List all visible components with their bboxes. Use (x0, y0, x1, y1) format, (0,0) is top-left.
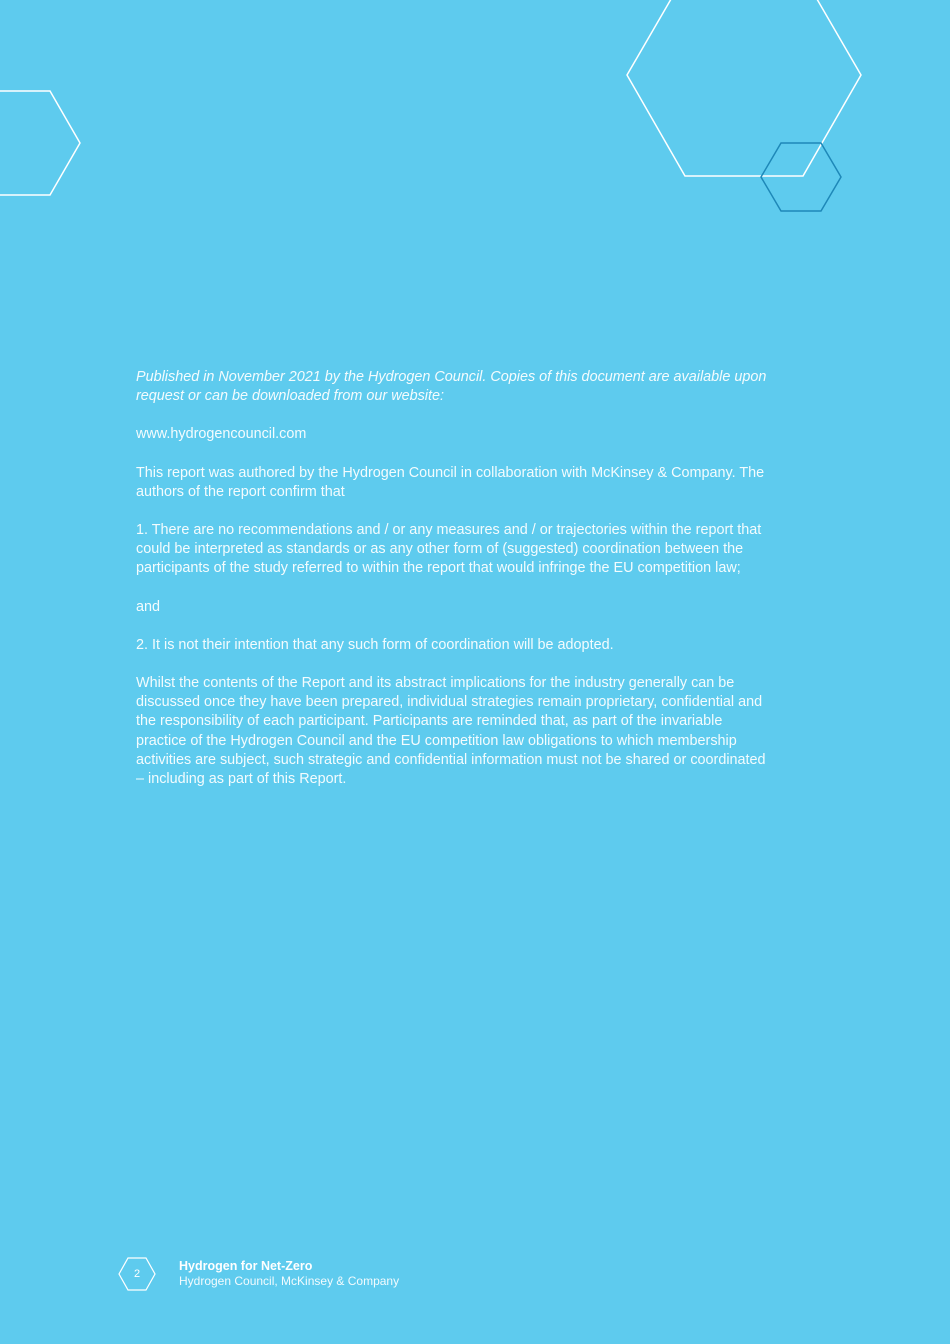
decorative-hexagons (0, 0, 950, 260)
confirmation-point-2: 2. It is not their intention that any such form of coordination will be adopted. (136, 636, 614, 653)
large-hexagon-icon (627, 0, 861, 176)
authorship-statement: This report was authored by the Hydrogen Council in collaboration with McKinsey & Company. The authors of the report confirm that (136, 464, 765, 500)
report-authors: Hydrogen Council, McKinsey & Company (179, 1274, 400, 1288)
website-link[interactable]: www.hydrogencouncil.com (136, 426, 307, 443)
publication-note: Published in November 2021 by the Hydrogen Council. Copies of this document are available upon request or can be downloaded from our website: (136, 369, 767, 405)
left-hexagon-icon (0, 91, 80, 195)
small-hexagon-icon (761, 143, 841, 211)
footer-text (179, 1259, 399, 1289)
confidentiality-disclaimer: Whilst the contents of the Report and its abstract implications for the industry generally can be discussed once they have been prepared, individual strategies remain proprietary, confidential and the responsibility of each participant. Participants are reminded that, as part of the invariable practice of the Hydrogen Council and the EU competition law obligations to which membership activities are subject, such strategic and confidential information must not be shared or coordinated – including as part of this Report. (136, 675, 766, 788)
page-number-badge (118, 1256, 156, 1292)
page-footer (118, 1256, 538, 1292)
confirmation-point-1: 1. There are no recommendations and / or any measures and / or trajectories within the report that could be interpreted as standards or as any other form of (suggested) coordination between the participants of the study referred to within the report that would infringe the EU competition law; (136, 522, 762, 577)
legal-notice (136, 368, 776, 808)
page-number: 2 (133, 1268, 141, 1280)
conjunction-text: and (136, 598, 161, 615)
report-title: Hydrogen for Net-Zero (179, 1259, 313, 1273)
